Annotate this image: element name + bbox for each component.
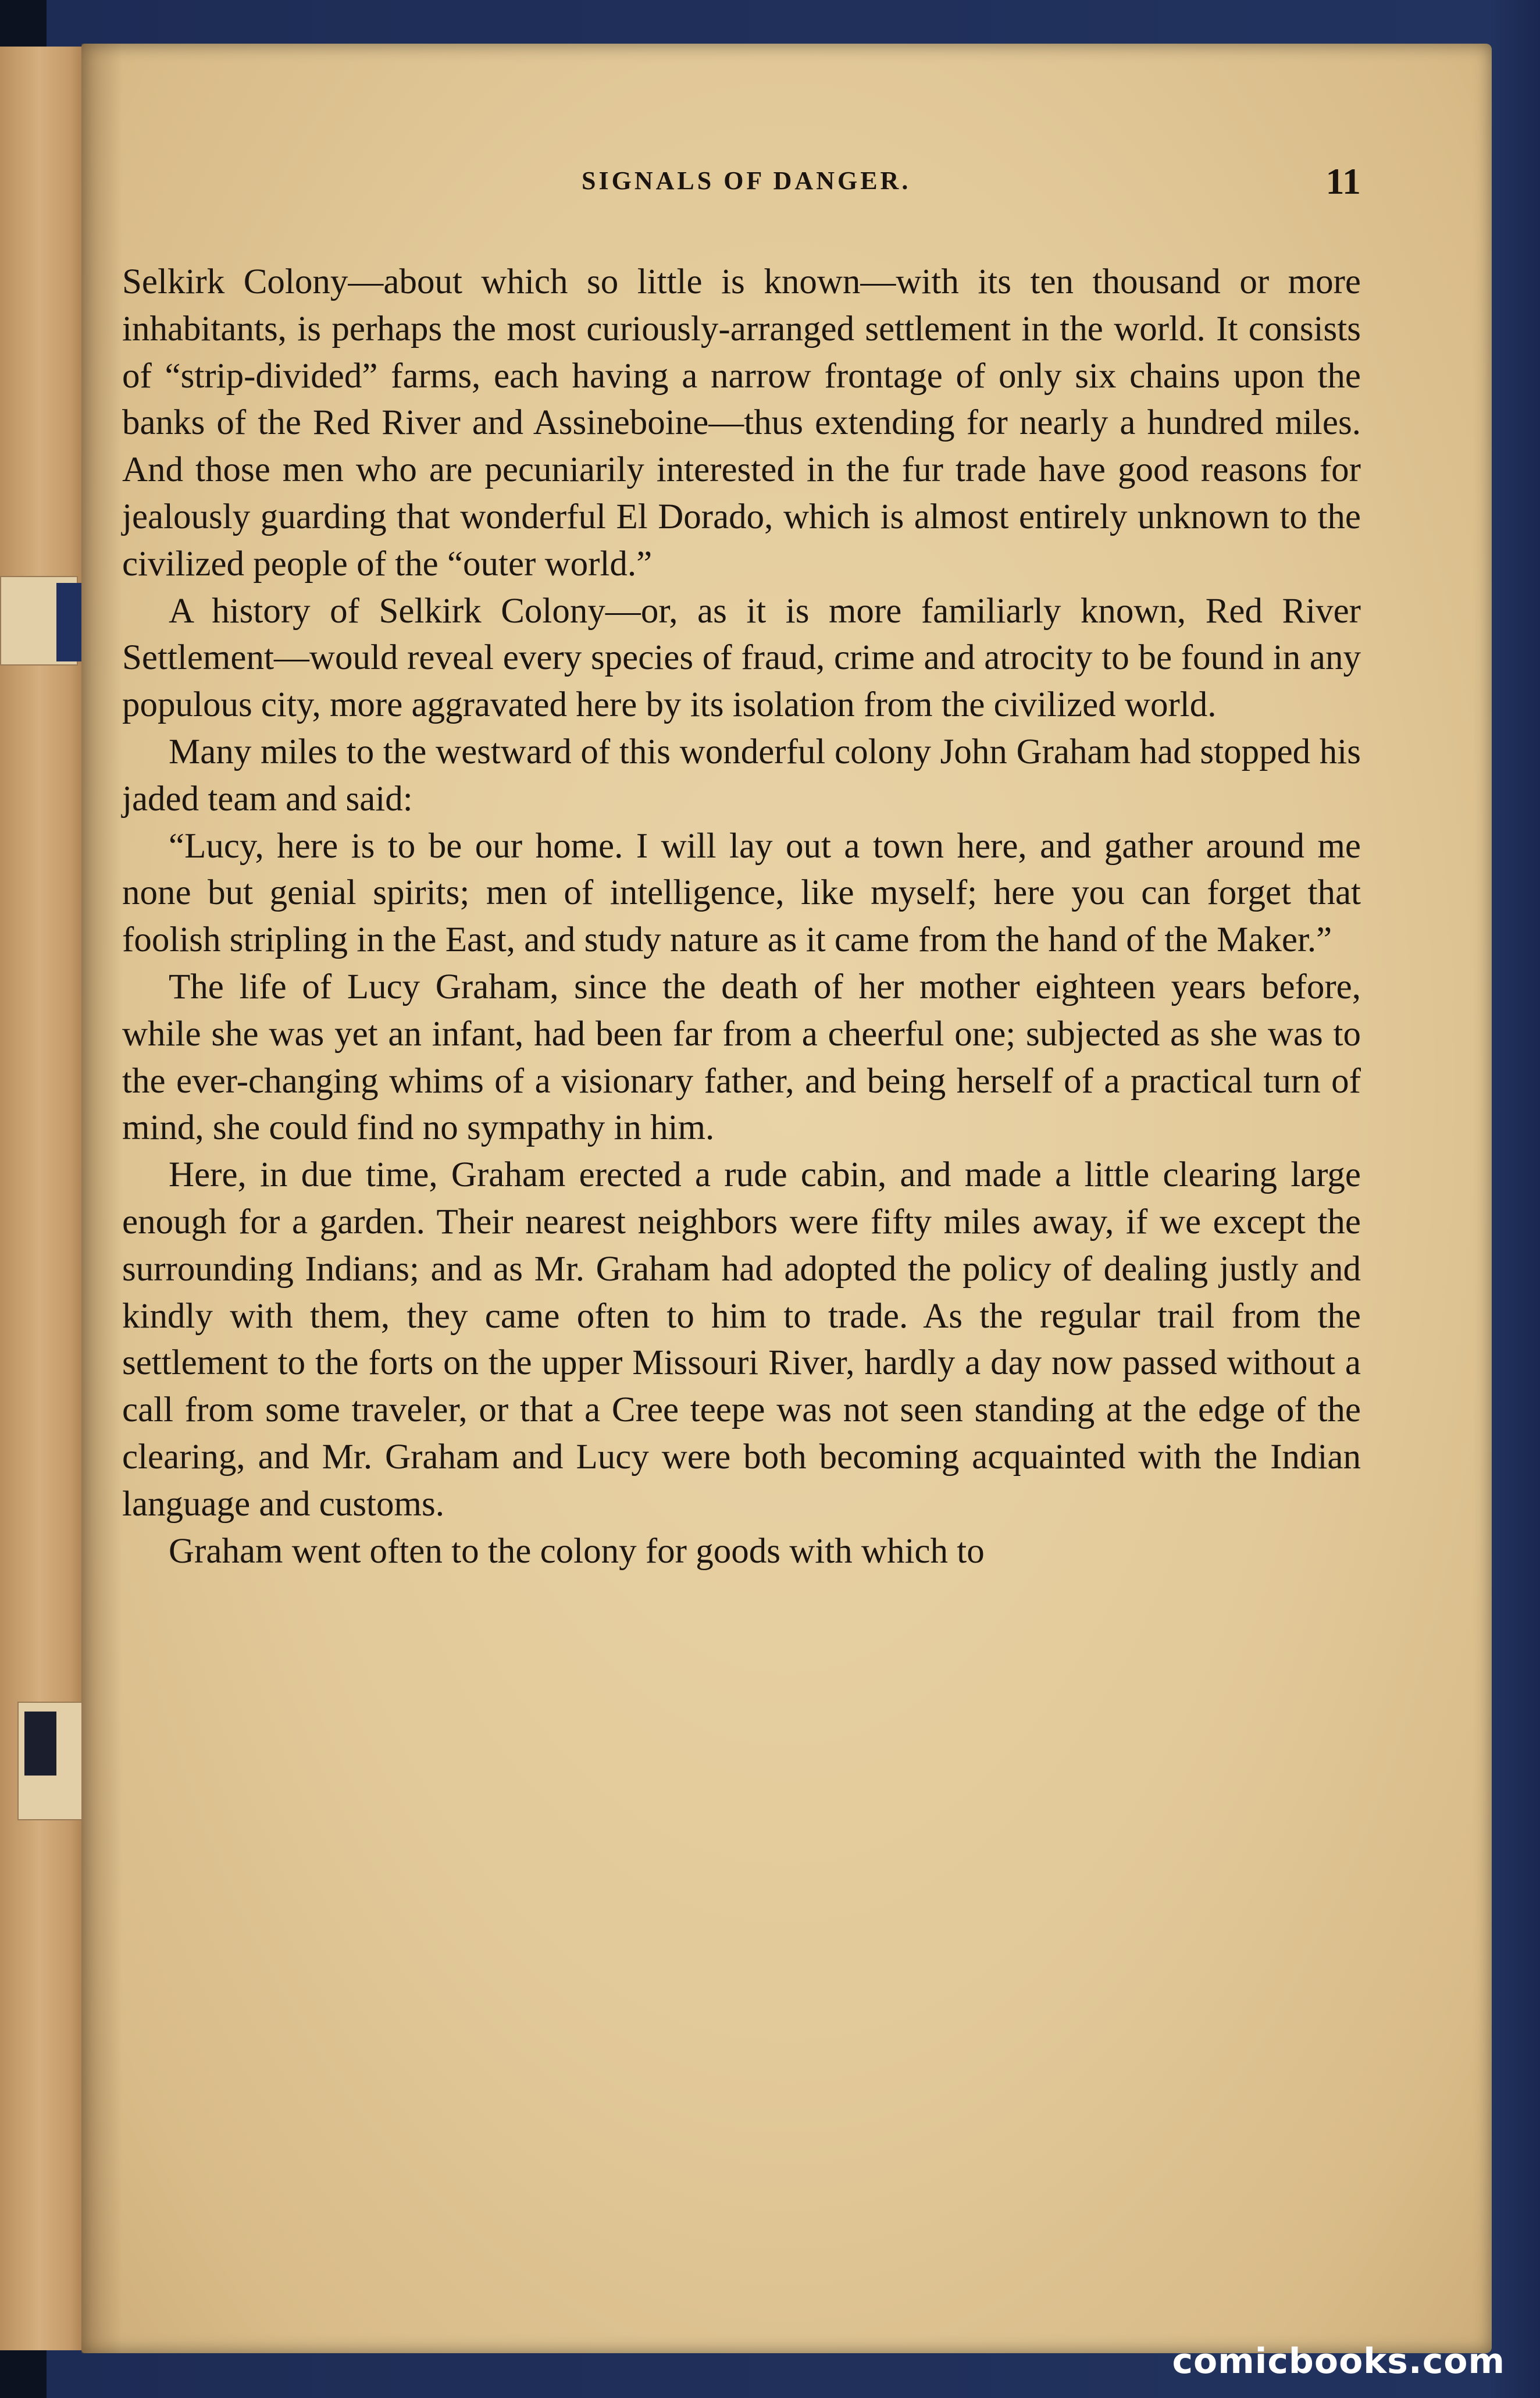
paragraph-7: Graham went often to the colony for goods with which to xyxy=(169,1531,985,1571)
paragraph-6: Here, in due time, Graham erected a rude cabin, and made a little clearing large enough for a garden. Their nearest neighbors were fifty miles away, if we except the surrounding Indians; and as Mr. Graham had adopted the policy of dealing justly and kindly with them, they came often to him to trade. As the regular trail from the settlement to the forts on the upper Missouri River, hardly a day now passed without a call from some traveler, or that a Cree teepe was not seen standing at the edge of the clearing, and Mr. Graham and Lucy were both becoming acquainted with the Indian language and customs. xyxy=(122,1155,1361,1524)
paragraph-4: “Lucy, here is to be our home. I will lay out a town here, and gather around me none but genial spirits; men of intelligence, like myself; here you can forget that foolish stripling in the East, and study nature as it came from the hand of the Maker.” xyxy=(122,826,1361,960)
previous-page-edge xyxy=(0,47,89,2350)
page-number: 11 xyxy=(1325,161,1361,202)
page-header xyxy=(122,161,1361,212)
paragraph-2: A history of Selkirk Colony—or, as it is more familiarly known, Red River Settlement—would reveal every species of fraud, crime and atrocity to be found in any populous city, more aggravated here by its isolation from the civilized world. xyxy=(122,591,1361,725)
body-text xyxy=(122,259,1361,1575)
running-head: SIGNALS OF DANGER. xyxy=(582,166,911,195)
paragraph-1: Selkirk Colony—about which so little is known—with its ten thousand or more inhabitants, is perhaps the most curiously-arranged settlement in the world. It consists of “strip-divided” farms, each having a narrow frontage of only six chains upon the banks of the Red River and Assineboine—thus extending for nearly a hundred miles. And those men who are pecuniarily interested in the fur trade have good reasons for jealously guarding that wonderful El Dorado, which is almost entirely unknown to the civilized people of the “outer world.” xyxy=(122,262,1361,584)
binding-tab-upper xyxy=(0,576,78,666)
paragraph-5: The life of Lucy Graham, since the death of her mother eighteen years before, while she was yet an infant, had been far from a cheerful one; subjected as she was to the ever-changing whims of a visionary father, and being herself of a practical turn of mind, she could find no sympathy in him. xyxy=(122,967,1361,1148)
watermark-logo: comicbooks.com xyxy=(1172,2341,1505,2382)
binding-tab-lower xyxy=(17,1702,90,1820)
paragraph-3: Many miles to the westward of this wonderful colony John Graham had stopped his jaded team and said: xyxy=(122,732,1361,819)
